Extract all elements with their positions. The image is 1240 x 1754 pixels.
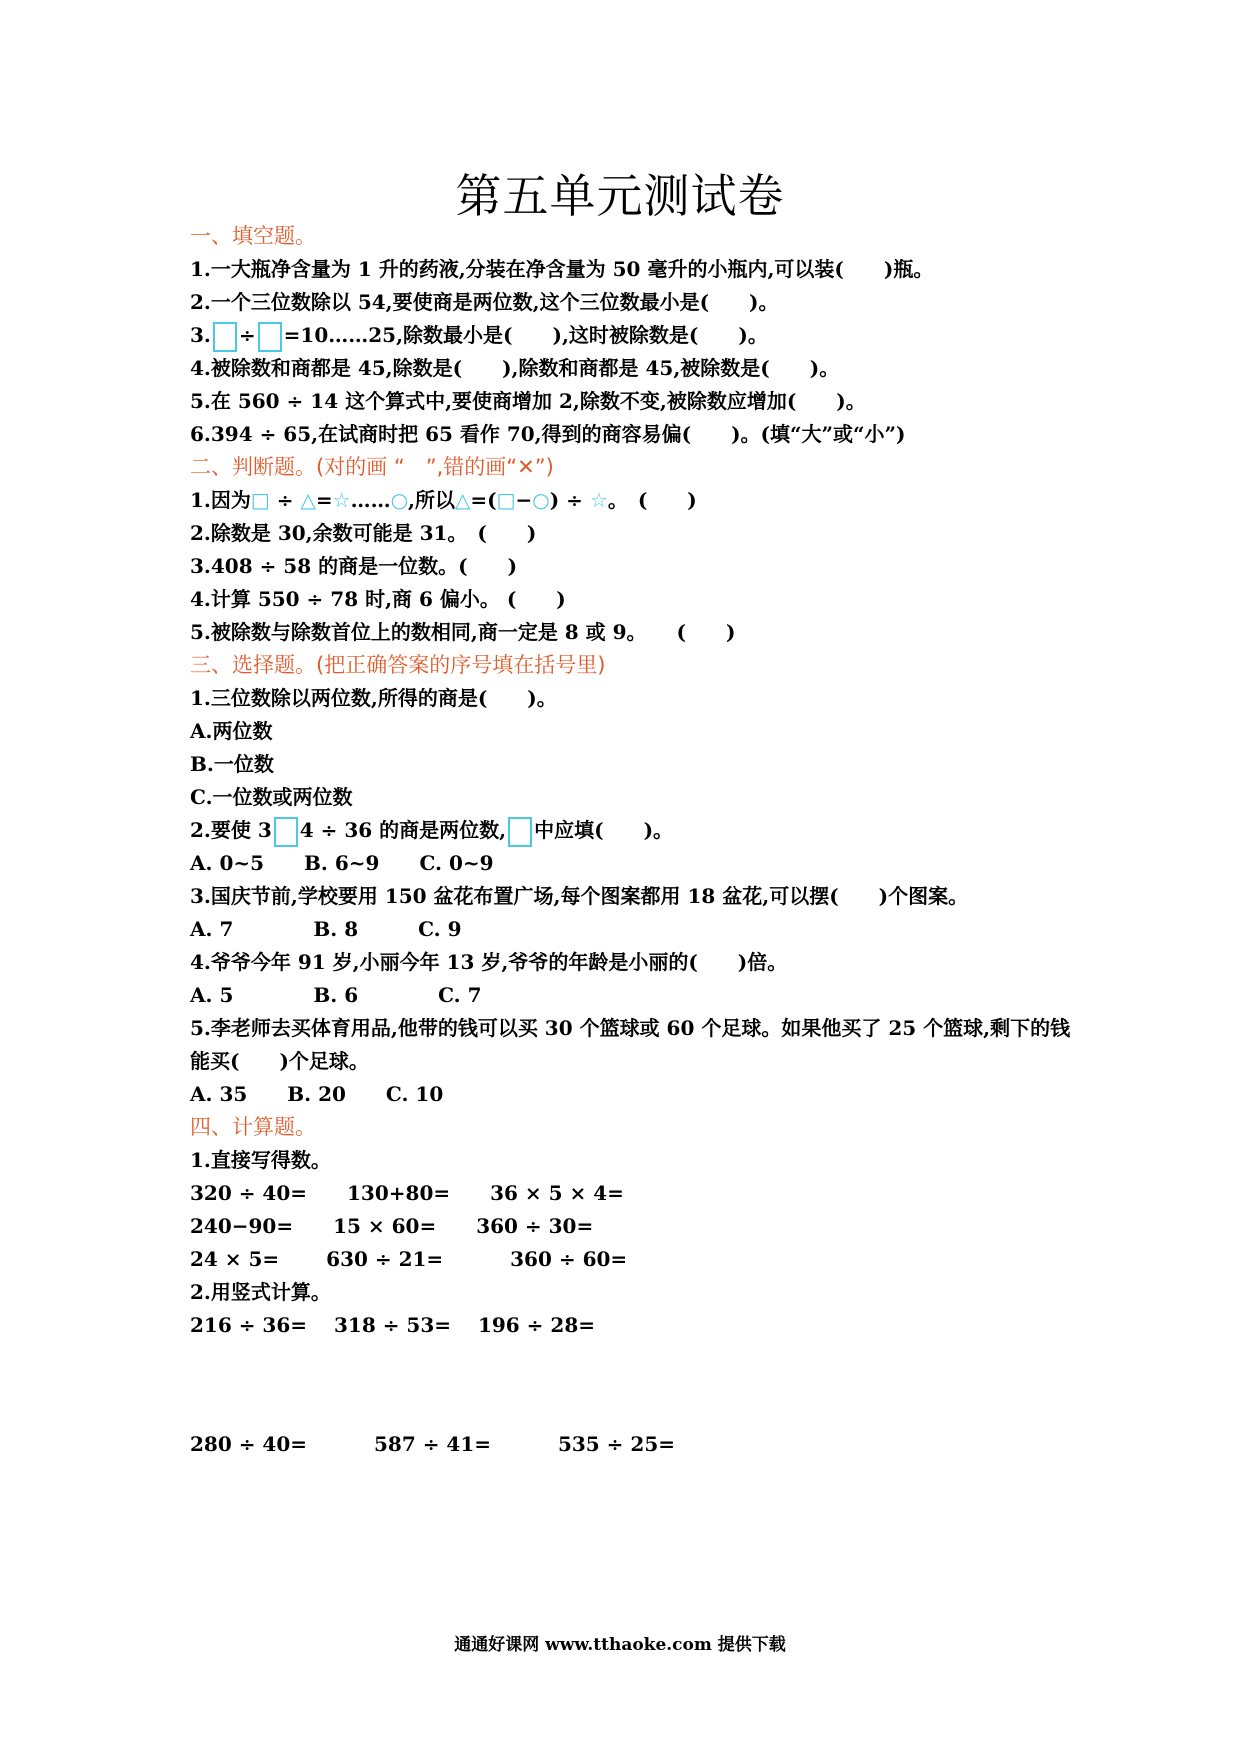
section-heading-multiple-choice: 三、选择题。(把正确答案的序号填在括号里) — [190, 653, 606, 677]
section-heading-fill-blank: 一、填空题。 — [190, 224, 316, 248]
answer-box[interactable] — [213, 322, 237, 352]
ellipsis: …… — [350, 488, 391, 512]
question-3-4: 4.爷爷今年 91 岁,小丽今年 13 岁,爷爷的年龄是小丽的( )倍。 — [190, 950, 788, 974]
divide-sign: ) ÷ — [549, 488, 590, 512]
minus-sign: − — [515, 488, 533, 512]
work-space — [190, 1342, 1090, 1428]
calc-row: 240−90= 15 × 60= 360 ÷ 30= — [190, 1214, 594, 1238]
question-3-4-options: A. 5 B. 6 C. 7 — [190, 983, 482, 1007]
star-symbol: ☆ — [589, 488, 608, 512]
answer-box[interactable] — [274, 817, 298, 847]
square-symbol: □ — [496, 488, 516, 512]
equals-sign: = — [315, 488, 333, 512]
question-text: 中应填( )。 — [534, 818, 674, 842]
option-a: A.两位数 — [190, 719, 273, 743]
question-3-2-options: A. 0~5 B. 6~9 C. 0~9 — [190, 851, 494, 875]
square-symbol: □ — [250, 488, 270, 512]
star-symbol: ☆ — [332, 488, 351, 512]
question-2-3: 3.408 ÷ 58 的商是一位数。( ) — [190, 554, 518, 578]
calc-row: 216 ÷ 36= 318 ÷ 53= 196 ÷ 28= — [190, 1313, 595, 1337]
question-1-1: 1.一大瓶净含量为 1 升的药液,分装在净含量为 50 毫升的小瓶内,可以装( )瓶。 — [190, 257, 934, 281]
equals-sign: =( — [470, 488, 497, 512]
divide-sign: ÷ — [269, 488, 301, 512]
question-3-1: 1.三位数除以两位数,所得的商是( )。 — [190, 686, 557, 710]
footer-credit: 通通好课网 www.tthaoke.com 提供下载 — [454, 1635, 786, 1655]
calc-row: 320 ÷ 40= 130+80= 36 × 5 × 4= — [190, 1181, 624, 1205]
calc-row: 280 ÷ 40= 587 ÷ 41= 535 ÷ 25= — [190, 1432, 675, 1456]
question-3-3-options: A. 7 B. 8 C. 9 — [190, 917, 462, 941]
section-heading-true-false: 二、判断题。(对的画 “ ”,错的画“✕”) — [190, 455, 554, 479]
question-number: 3. — [190, 323, 211, 347]
calc-row: 24 × 5= 630 ÷ 21= 360 ÷ 60= — [190, 1247, 628, 1271]
question-text: =10……25,除数最小是( ),这时被除数是( )。 — [283, 323, 768, 347]
question-2-4: 4.计算 550 ÷ 78 时,商 6 偏小。 ( ) — [190, 587, 566, 611]
triangle-symbol: △ — [455, 488, 471, 512]
question-1-4: 4.被除数和商都是 45,除数是( ),除数和商都是 45,被除数是( )。 — [190, 356, 840, 380]
option-c: C.一位数或两位数 — [190, 785, 353, 809]
divide-sign: ÷ — [238, 323, 256, 347]
page-title: 第五单元测试卷 — [455, 169, 785, 223]
question-2-2: 2.除数是 30,余数可能是 31。 ( ) — [190, 521, 537, 545]
section-heading-calculation: 四、计算题。 — [190, 1115, 316, 1139]
answer-box[interactable] — [258, 322, 282, 352]
question-text: ,所以 — [408, 488, 455, 512]
answer-box[interactable] — [508, 817, 532, 847]
question-text: 1.因为 — [190, 488, 251, 512]
triangle-symbol: △ — [300, 488, 316, 512]
worksheet-content — [190, 220, 1090, 1461]
circle-symbol: ○ — [390, 488, 409, 512]
question-3-3: 3.国庆节前,学校要用 150 盆花布置广场,每个图案都用 18 盆花,可以摆( )个图案。 — [190, 884, 969, 908]
option-b: B.一位数 — [190, 752, 274, 776]
question-3-2 — [190, 814, 1090, 847]
subsection-mental-math: 1.直接写得数。 — [190, 1148, 331, 1172]
question-3-5-options: A. 35 B. 20 C. 10 — [190, 1082, 444, 1106]
answer-brackets: 。 ( ) — [607, 488, 697, 512]
question-text: 2.要使 3 — [190, 818, 272, 842]
question-1-3 — [190, 319, 1090, 352]
subsection-vertical-calc: 2.用竖式计算。 — [190, 1280, 331, 1304]
question-2-1 — [190, 484, 1090, 517]
question-1-6: 6.394 ÷ 65,在试商时把 65 看作 70,得到的商容易偏( )。(填“大”或“小”) — [190, 422, 906, 446]
question-text: 4 ÷ 36 的商是两位数, — [299, 818, 507, 842]
question-3-5: 5.李老师去买体育用品,他带的钱可以买 30 个篮球或 60 个足球。如果他买了 25 个篮球,剩下的钱能买( )个足球。 — [190, 1016, 1071, 1073]
question-1-2: 2.一个三位数除以 54,要使商是两位数,这个三位数最小是( )。 — [190, 290, 779, 314]
question-2-5: 5.被除数与除数首位上的数相同,商一定是 8 或 9。 ( ) — [190, 620, 736, 644]
circle-symbol: ○ — [532, 488, 550, 512]
question-1-5: 5.在 560 ÷ 14 这个算式中,要使商增加 2,除数不变,被除数应增加( )。 — [190, 389, 866, 413]
